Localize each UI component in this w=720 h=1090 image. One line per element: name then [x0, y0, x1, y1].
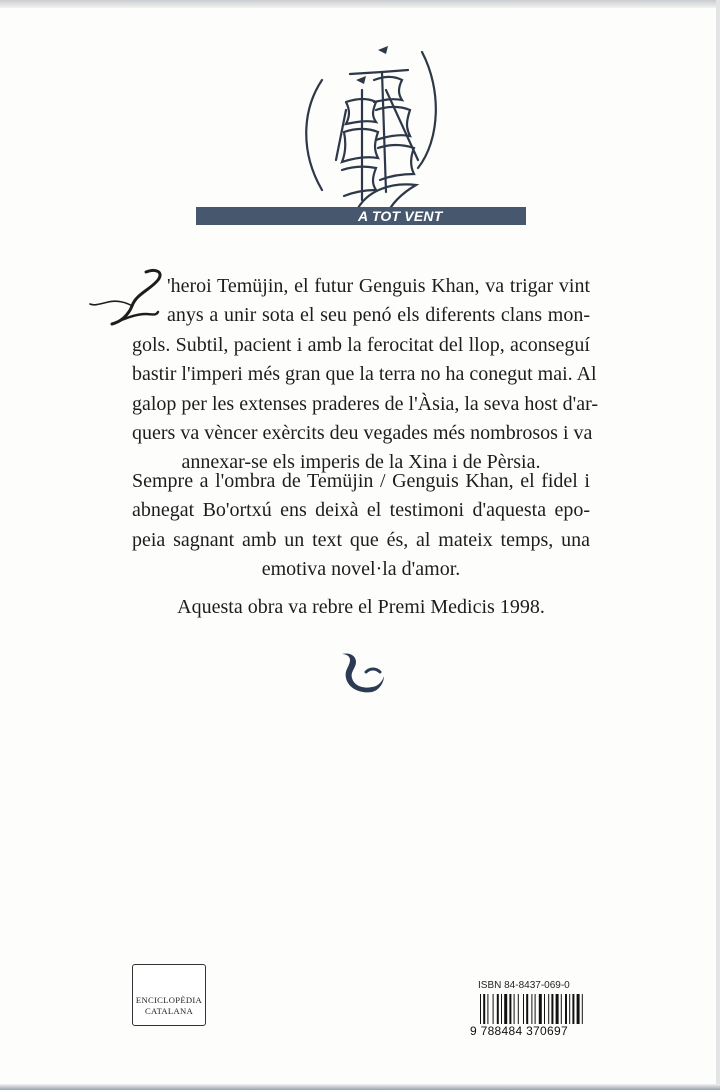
paragraph-2-line-3: peia sagnant amb un text que és, al mateix temps, una: [132, 528, 590, 551]
paragraph-2-line-1: Sempre a l'ombra de Temüjin / Genguis Khan, el fidel i: [132, 470, 590, 492]
award-line: Aquesta obra va rebre el Premi Medicis 1998.: [177, 596, 545, 618]
paragraph-1: [132, 272, 599, 478]
bottom-edge: [0, 1084, 720, 1090]
barcode-digits: 9 788484 370697: [468, 1024, 594, 1038]
paragraph-1-line-5: galop per les extenses praderes de l'Àsia, la seva host d'ar-: [132, 392, 599, 415]
publisher-line-2: CATALANA: [144, 1006, 194, 1016]
paragraph-2-line-4: emotiva novel·la d'amor.: [261, 558, 461, 581]
sailing-ship-icon: [196, 40, 526, 230]
paragraph-2-line-2: abnegat Bo'ortxú ens deixà el testimoni d'aquesta epo-: [132, 499, 590, 522]
isbn-label: ISBN 84-8437-069-0: [478, 980, 570, 991]
wave-ornament-icon: [340, 648, 386, 694]
right-edge: [716, 0, 720, 1090]
award-line-wrap: [132, 593, 590, 622]
paragraph-1-line-1: 'heroi Temüjin, el futur Genguis Khan, va trigar vint: [167, 275, 590, 297]
paragraph-1-line-2: anys a unir sota el seu penó els diferents clans mon-: [167, 304, 590, 327]
paragraph-1-line-3: gols. Subtil, pacient i amb la ferocitat del llop, aconseguí: [132, 333, 590, 356]
drop-cap-initial: [86, 266, 166, 330]
publisher-logo: [132, 964, 206, 1026]
series-name: A TOT VENT: [358, 208, 443, 224]
top-edge: [0, 0, 720, 8]
paragraph-1-line-6: quers va vèncer exèrcits deu vegades més nombrosos i va: [132, 422, 593, 445]
paragraph-2: [132, 467, 590, 585]
paragraph-1-line-4: bastir l'imperi més gran que la terra no ha conegut mai. Al: [132, 363, 597, 386]
paragraph-1-line-7: annexar-se els imperis de la Xina i de Pèrsia.: [181, 451, 541, 474]
publisher-line-1: ENCICLOPÈDIA: [135, 995, 203, 1005]
